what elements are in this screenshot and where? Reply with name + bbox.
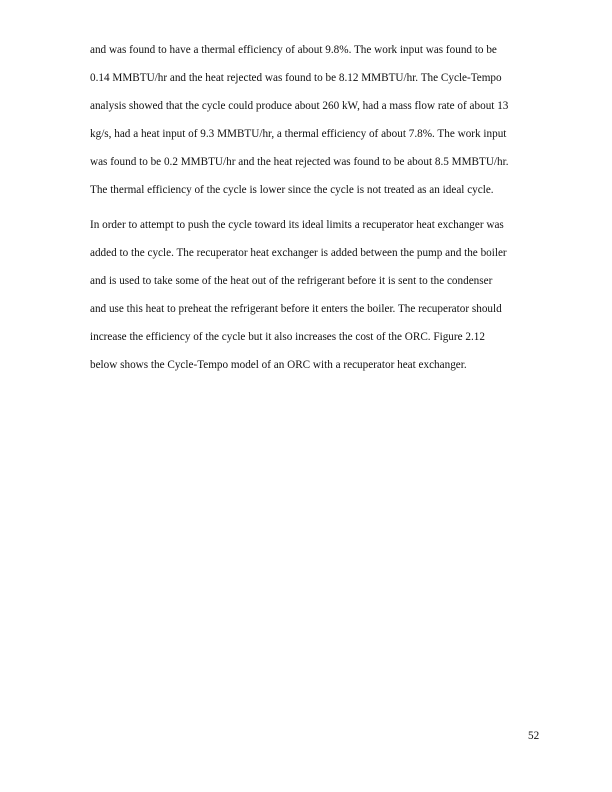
text-line: kg/s, had a heat input of 9.3 MMBTU/hr, a thermal efficiency of about 7.8%. The work input <box>90 128 507 140</box>
text-line: analysis showed that the cycle could produce about 260 kW, had a mass flow rate of about 13 <box>90 100 509 112</box>
text-line: and use this heat to preheat the refrigerant before it enters the boiler. The recuperator should <box>90 303 502 315</box>
text-line: 0.14 MMBTU/hr and the heat rejected was found to be 8.12 MMBTU/hr. The Cycle-Tempo <box>90 72 502 84</box>
text-line: increase the efficiency of the cycle but it also increases the cost of the ORC. Figure 2.12 <box>90 331 485 343</box>
text-line: added to the cycle. The recuperator heat exchanger is added between the pump and the boiler <box>90 247 507 259</box>
text-line: was found to be 0.2 MMBTU/hr and the heat rejected was found to be about 8.5 MMBTU/hr. <box>90 156 509 168</box>
text-line: below shows the Cycle-Tempo model of an ORC with a recuperator heat exchanger. <box>90 359 467 371</box>
text-line: The thermal efficiency of the cycle is lower since the cycle is not treated as an ideal cycle. <box>90 184 494 196</box>
text-line: and was found to have a thermal efficiency of about 9.8%. The work input was found to be <box>90 44 497 56</box>
text-line: In order to attempt to push the cycle toward its ideal limits a recuperator heat exchanger was <box>90 219 504 231</box>
text-line: and is used to take some of the heat out of the refrigerant before it is sent to the condenser <box>90 275 493 287</box>
page-number: 52 <box>528 730 540 742</box>
